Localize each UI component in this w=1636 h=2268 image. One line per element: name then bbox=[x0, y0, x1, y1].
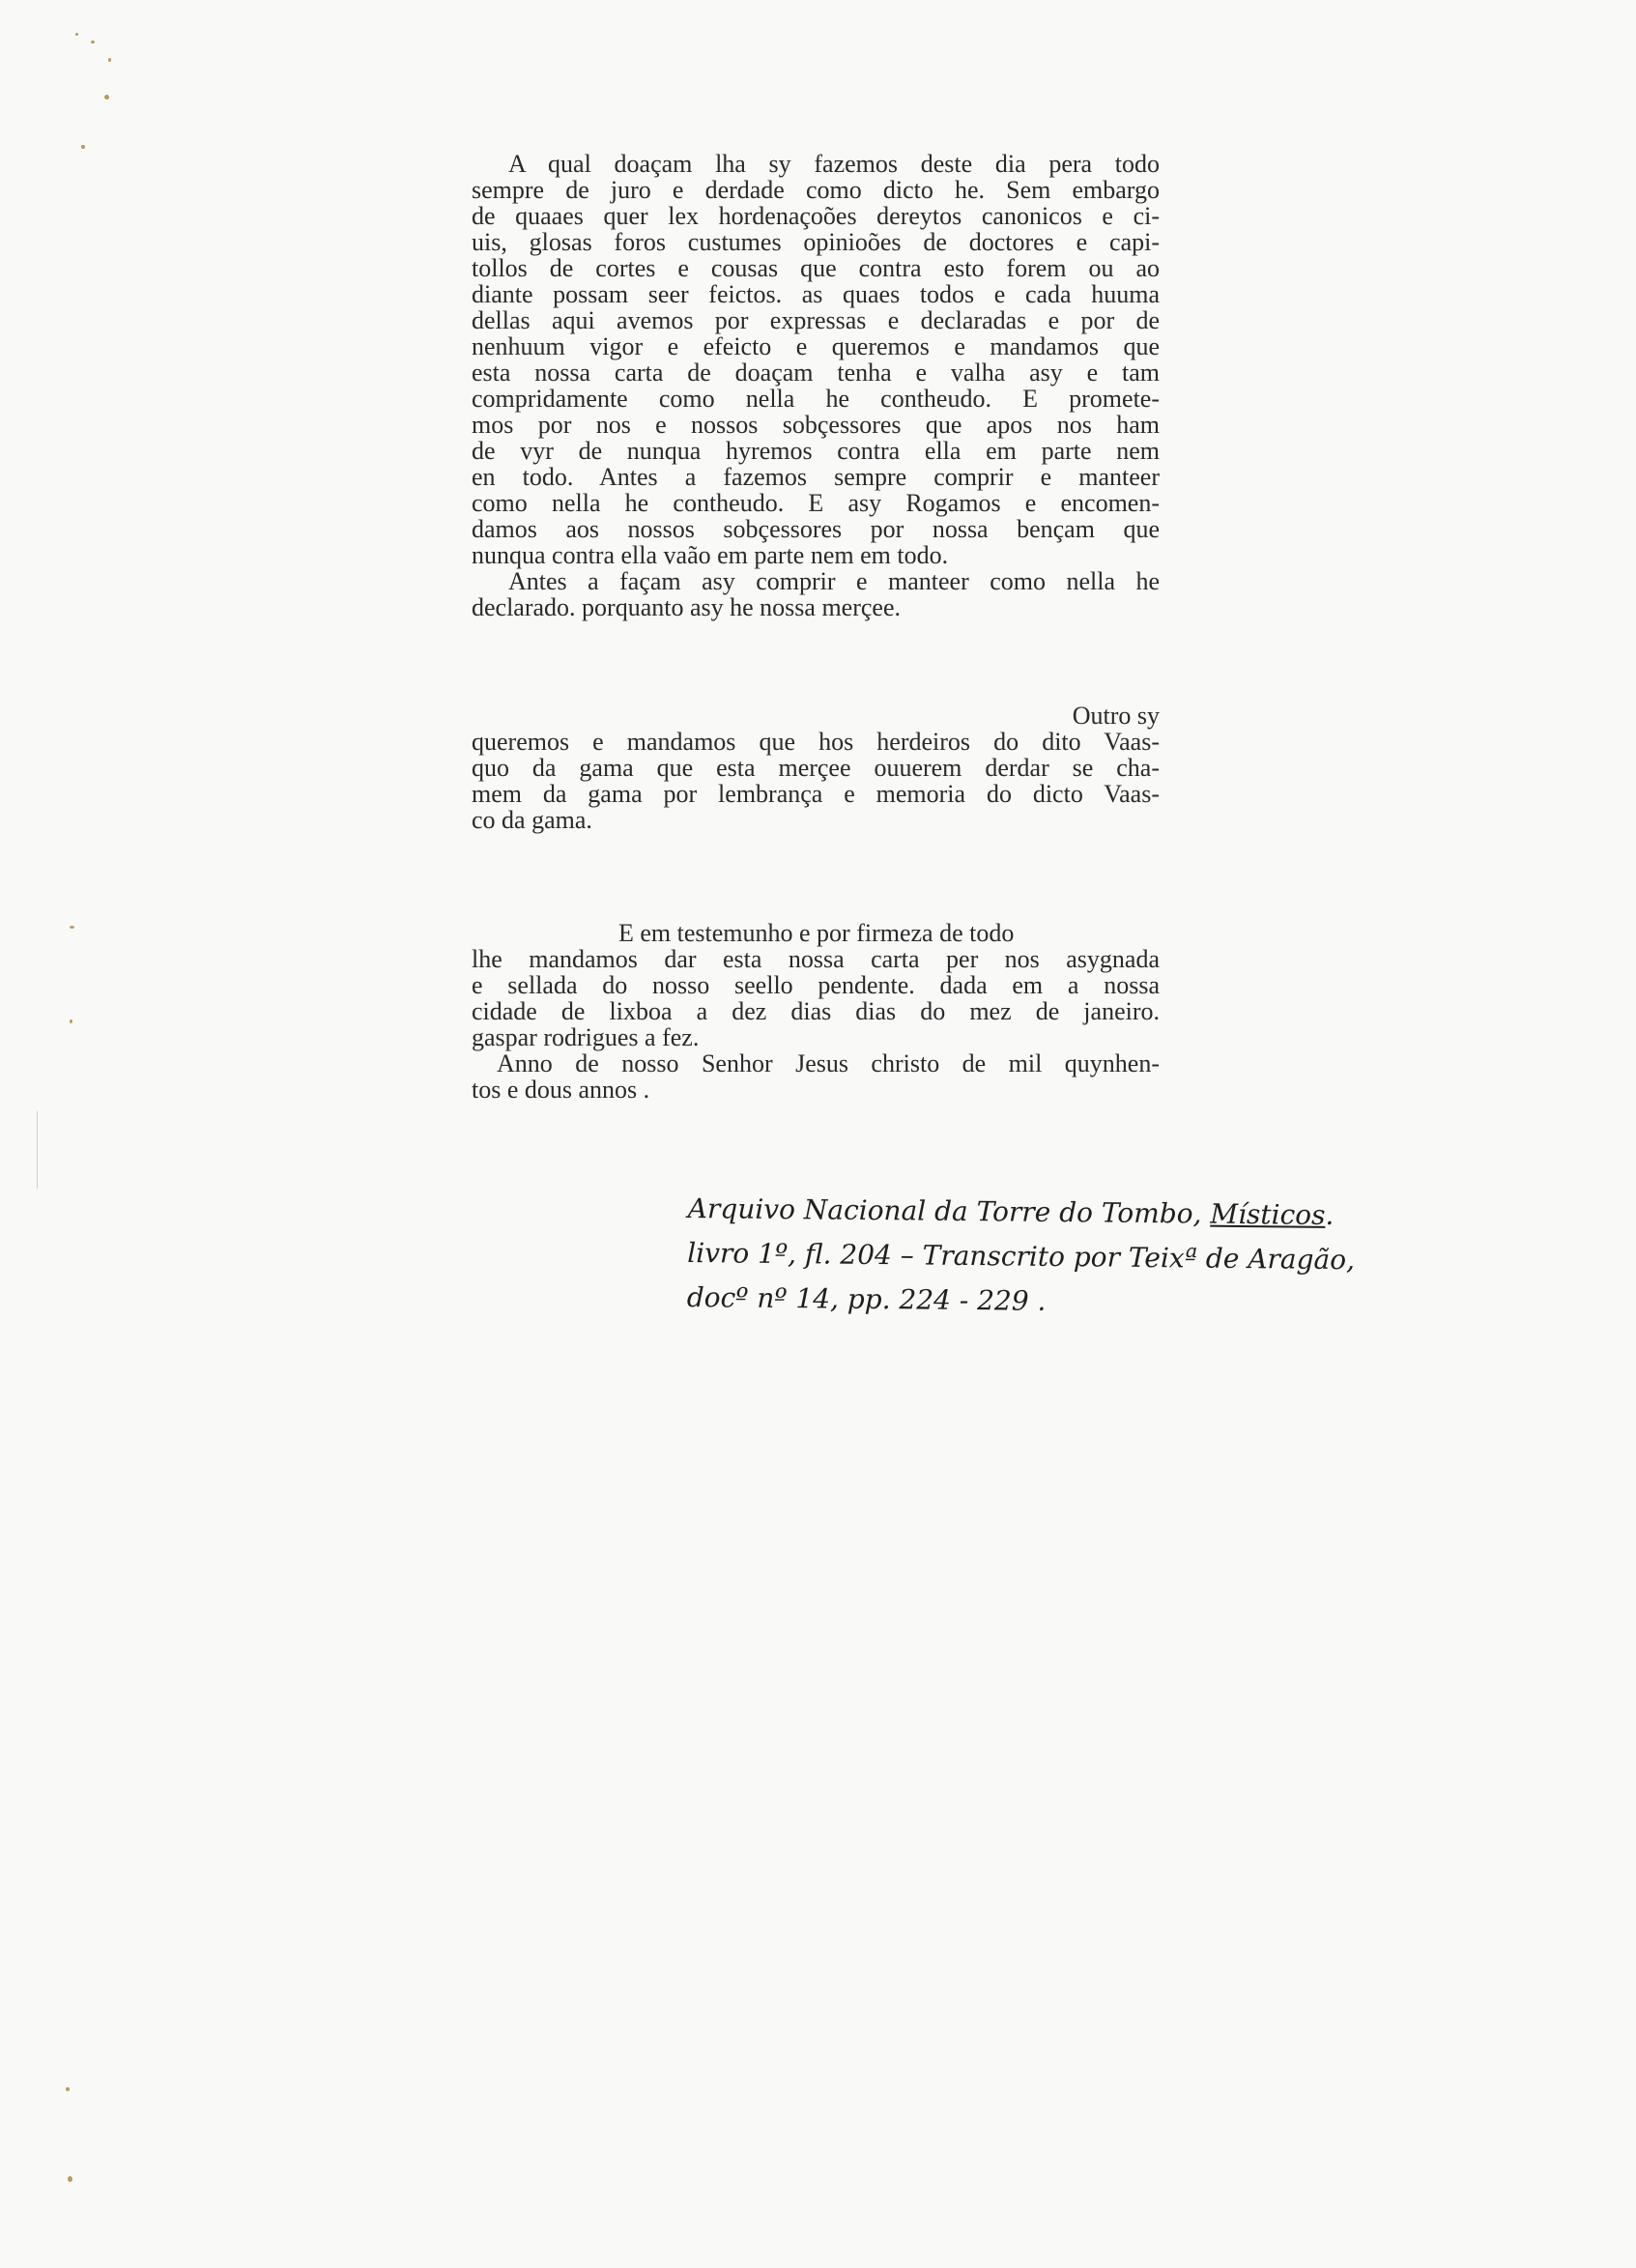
text-line: nenhuum vigor e efeicto e queremos e mandamos que bbox=[472, 332, 1160, 360]
handwritten-line bbox=[688, 1187, 1356, 1238]
text-line: declarado. porquanto asy he nossa merçee. bbox=[472, 593, 901, 621]
text-line: quo da gama que esta merçee ouuerem derdar se cha- bbox=[472, 754, 1160, 782]
handwritten-line: docº nº 14, pp. 224 - 229 . bbox=[686, 1280, 1047, 1317]
paper-speck bbox=[91, 41, 95, 43]
paper-speck bbox=[70, 926, 74, 929]
text-line: mem da gama por lembrança e memoria do dicto Vaas- bbox=[472, 780, 1160, 808]
paper-speck bbox=[68, 2176, 72, 2182]
text-line: co da gama. bbox=[472, 806, 592, 834]
text-line: gaspar rodrigues a fez. bbox=[472, 1023, 700, 1051]
text-line: en todo. Antes a fazemos sempre comprir e manteer bbox=[472, 463, 1160, 491]
text-line: nunqua contra ella vaão em parte nem em todo. bbox=[472, 541, 949, 569]
text-line: de quaaes quer lex hordenaçoões dereytos canonicos e ci- bbox=[472, 202, 1160, 230]
citation-punctuation: . bbox=[1325, 1198, 1335, 1231]
paper-speck bbox=[75, 33, 78, 36]
text-line: sempre de juro e derdade como dicto he. Sem embargo bbox=[472, 176, 1160, 204]
text-line: lhe mandamos dar esta nossa carta per nos asygnada bbox=[472, 945, 1160, 973]
text-line: dellas aqui avemos por expressas e declaradas e por de bbox=[472, 306, 1160, 334]
handwritten-line: livro 1º, fl. 204 – Transcrito por Teixª de Aragão, bbox=[687, 1236, 1356, 1277]
text-line: esta nossa carta de doaçam tenha e valha asy e tam bbox=[472, 359, 1160, 387]
paper-speck bbox=[108, 58, 111, 62]
margin-mark bbox=[37, 1111, 38, 1189]
text-line: diante possam seer feictos. as quaes todos e cada huuma bbox=[472, 280, 1160, 308]
paper-speck bbox=[104, 95, 109, 100]
text-line: de vyr de nunqua hyremos contra ella em parte nem bbox=[472, 437, 1160, 465]
text-line: e sellada do nosso seello pendente. dada em a nossa bbox=[472, 971, 1160, 999]
citation-archive: Arquivo Nacional da Torre do Tombo, bbox=[687, 1191, 1211, 1230]
text-line: tollos de cortes e cousas que contra esto forem ou ao bbox=[472, 254, 1160, 282]
text-line: como nella he contheudo. E asy Rogamos e encomen- bbox=[472, 489, 1160, 517]
text-line: cidade de lixboa a dez dias dias do mez de janeiro. bbox=[472, 997, 1160, 1025]
paper-speck bbox=[81, 145, 85, 149]
text-line: A qual doaçam lha sy fazemos deste dia pera todo bbox=[508, 150, 1160, 178]
citation-collection: Místicos bbox=[1210, 1197, 1326, 1231]
text-line: mos por nos e nossos sobçessores que apos nos ham bbox=[472, 411, 1160, 439]
handwritten-citation bbox=[687, 1187, 1356, 1327]
transcript-paragraph-1 bbox=[472, 151, 1160, 620]
text-line: uis, glosas foros custumes opinioões de doctores e capi- bbox=[472, 228, 1160, 256]
text-line: E em testemunho e por firmeza de todo bbox=[618, 919, 1015, 947]
text-line: damos aos nossos sobçessores por nossa bençam que bbox=[472, 515, 1160, 543]
text-line: Anno de nosso Senhor Jesus christo de mil quynhen- bbox=[497, 1049, 1160, 1077]
text-line: tos e dous annos . bbox=[472, 1076, 650, 1104]
transcript-paragraph-2 bbox=[472, 703, 1160, 833]
text-line: compridamente como nella he contheudo. E promete- bbox=[472, 385, 1160, 413]
paper-speck bbox=[66, 2087, 70, 2091]
text-line: queremos e mandamos que hos herdeiros do dito Vaas- bbox=[472, 728, 1160, 756]
paper-speck bbox=[70, 1019, 72, 1023]
text-line: Outro sy bbox=[1072, 702, 1160, 730]
transcript-paragraph-3 bbox=[472, 920, 1160, 1103]
text-line: Antes a façam asy comprir e manteer como nella he bbox=[508, 567, 1160, 595]
